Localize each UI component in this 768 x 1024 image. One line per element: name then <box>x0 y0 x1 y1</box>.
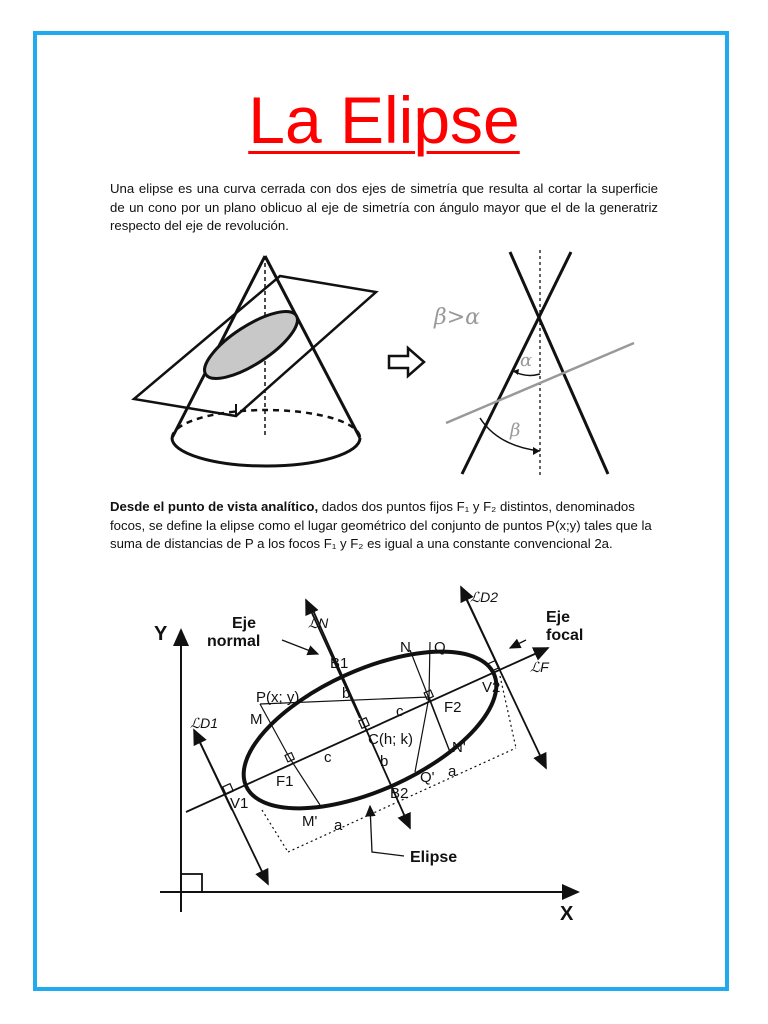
b1-label: B1 <box>330 655 349 672</box>
v1-label: V1 <box>230 795 249 812</box>
x-axis-label: X <box>560 903 574 925</box>
c-upper-label: c <box>396 703 404 720</box>
a-right-label: a <box>448 763 457 780</box>
b-lower-label: b <box>380 753 389 770</box>
y-axis-label: Y <box>154 623 168 645</box>
center-label: C(h; k) <box>368 731 413 748</box>
eje-normal-label-1: Eje <box>232 615 257 632</box>
elipse-label: Elipse <box>410 849 458 866</box>
beta-label: β <box>510 420 521 441</box>
angle-relation-label: β>α <box>434 305 481 330</box>
m-label: M <box>250 711 263 728</box>
b2-label: B2 <box>390 785 409 802</box>
c-lower-label: c <box>324 749 332 766</box>
n-prime-label: N' <box>452 739 466 756</box>
v2-label: V2 <box>482 679 501 696</box>
lf-label: ℒF <box>530 659 549 675</box>
analytic-text: dados dos puntos fijos F₁ y F₂ distintos, denominados focos, se define la elipse como el lugar geométrico del conjunto de puntos P(x;y) tales que la suma de distancias de P a los focos F₁ y F₂ es igual a una constante convencional 2a. <box>110 499 652 551</box>
ld2-label: ℒD2 <box>470 589 498 605</box>
page-title: La Elipse <box>248 83 520 157</box>
analytic-bold-text: Desde el punto de vista analítico, <box>110 499 319 514</box>
ln-label: ℒN <box>308 615 329 631</box>
q-label: Q <box>434 639 446 656</box>
f1-label: F1 <box>276 773 294 790</box>
p-label: P(x; y) <box>256 689 300 706</box>
f2-label: F2 <box>444 699 462 716</box>
ld1-label: ℒD1 <box>190 715 218 731</box>
eje-focal-label-1: Eje <box>546 609 571 626</box>
intro-paragraph: Una elipse es una curva cerrada con dos ejes de simetría que resulta al cortar la superficie de un cono por un plano oblicuo al eje de simetría con ángulo mayor que el de la generatriz respecto del eje de revolución. <box>110 181 658 233</box>
a-lower-label: a <box>334 817 343 834</box>
alpha-label: α <box>520 350 533 371</box>
m-prime-label: M' <box>302 813 318 830</box>
q-prime-label: Q' <box>420 769 435 786</box>
eje-focal-label-2: focal <box>546 627 584 644</box>
b-upper-label: b <box>342 685 351 702</box>
n-label: N <box>400 639 411 656</box>
eje-normal-label-2: normal <box>207 633 261 650</box>
